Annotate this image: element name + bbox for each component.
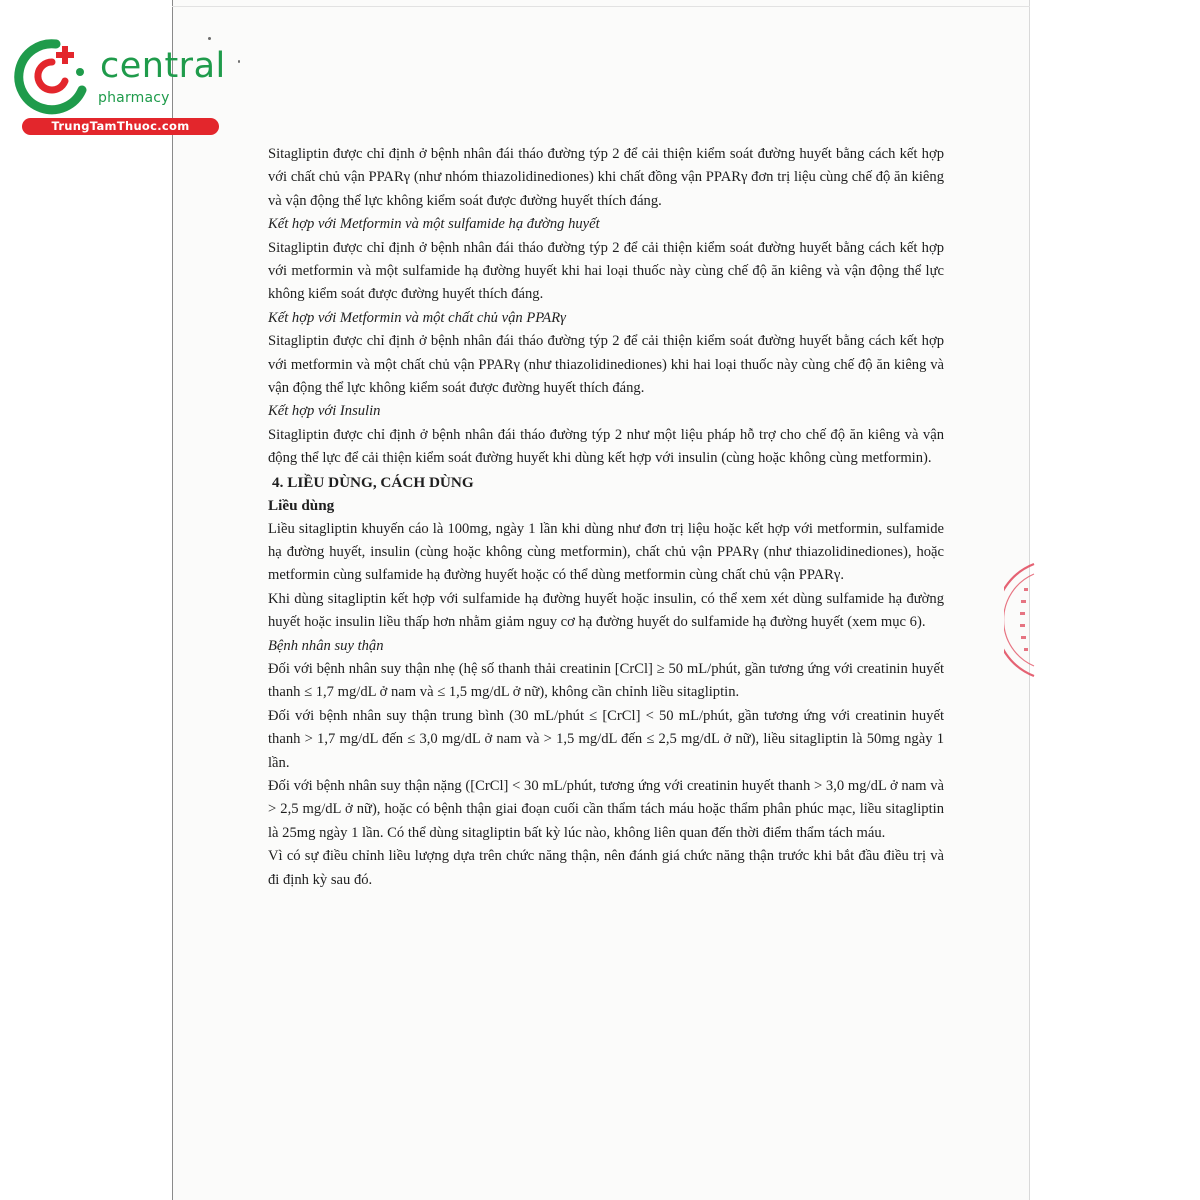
document-body (268, 143, 944, 892)
logo-website: TrungTamThuoc.com (22, 118, 219, 135)
paragraph: Sitagliptin được chỉ định ở bệnh nhân đái tháo đường týp 2 để cải thiện kiểm soát đường huyết bằng cách kết hợp với metformin và một chất chủ vận PPARγ (như thiazolidinediones) khi hai loại thuốc này cùng chế độ ăn kiêng và vận động thể lực không kiểm soát được đường huyết thích đáng. (268, 333, 944, 397)
subsection-title: Kết hợp với Insulin (268, 403, 381, 420)
paragraph: Đối với bệnh nhân suy thận nhẹ (hệ số thanh thải creatinin [CrCl] ≥ 50 mL/phút, gần tương ứng với creatinin huyết thanh ≤ 1,7 mg/dL ở nam và ≤ 1,5 mg/dL ở nữ), không cần chỉnh liều sitagliptin. (268, 660, 944, 701)
logo-subtitle: pharmacy (98, 90, 170, 106)
paragraph: Khi dùng sitagliptin kết hợp với sulfamide hạ đường huyết hoặc insulin, có thể xem xét dùng sulfamide hạ đường huyết hoặc insulin liều thấp hơn nhằm giảm nguy cơ hạ đường huyết do sulfamide hạ đường huyết (xem mục 6). (268, 590, 944, 631)
paragraph: Sitagliptin được chỉ định ở bệnh nhân đái tháo đường týp 2 như một liệu pháp hỗ trợ cho chế độ ăn kiêng và vận động thể lực để cải thiện kiểm soát đường huyết khi dùng kết hợp với insulin (cùng hoặc không cùng metformin). (268, 426, 944, 467)
scan-speck (238, 60, 240, 63)
paragraph: Đối với bệnh nhân suy thận nặng ([CrCl] < 30 mL/phút, tương ứng với creatinin huyết thanh > 3,0 mg/dL ở nam và > 2,5 mg/dL ở nữ), hoặc có bệnh thận giai đoạn cuối cần thẩm tách máu hoặc thẩm phân phúc mạc, liều sitagliptin là 25mg ngày 1 lần. Có thể dùng sitagliptin bất kỳ lúc nào, không liên quan đến thời điểm thẩm tách máu. (268, 777, 944, 841)
subsection-title: Bệnh nhân suy thận (268, 637, 384, 654)
paragraph: Vì có sự điều chỉnh liều lượng dựa trên chức năng thận, nên đánh giá chức năng thận trước khi bắt đầu điều trị và đi định kỳ sau đó. (268, 848, 944, 888)
subsection-title: Kết hợp với Metformin và một sulfamide hạ đường huyết (268, 216, 600, 233)
scan-speck (208, 37, 211, 40)
logo-brand-name: central (100, 46, 226, 86)
logo-mark-icon (10, 38, 100, 118)
subheading: Liều dùng (268, 497, 335, 515)
page-top-edge (172, 6, 1030, 7)
section-heading: 4. LIỀU DÙNG, CÁCH DÙNG (272, 473, 474, 491)
paragraph: Sitagliptin được chỉ định ở bệnh nhân đái tháo đường týp 2 để cải thiện kiểm soát đường huyết bằng cách kết hợp với chất chủ vận PPARγ (như nhóm thiazolidinediones) khi chất đồng vận PPARγ đơn trị liệu cùng chế độ ăn kiêng và vận động thể lực không kiểm soát được đường huyết thích đáng. (268, 146, 944, 209)
paragraph: Sitagliptin được chỉ định ở bệnh nhân đái tháo đường týp 2 để cải thiện kiểm soát đường huyết bằng cách kết hợp với metformin và một sulfamide hạ đường huyết khi hai loại thuốc này cùng chế độ ăn kiêng và vận động thể lực không kiểm soát được đường huyết thích đáng. (268, 239, 944, 303)
paragraph: Đối với bệnh nhân suy thận trung bình (30 mL/phút ≤ [CrCl] < 50 mL/phút, gần tương ứng với creatinin huyết thanh > 1,7 mg/dL đến ≤ 3,0 mg/dL ở nam và > 1,5 mg/dL đến ≤ 2,5 mg/dL ở nữ), liều sitagliptin là 50mg ngày 1 lần. (268, 707, 944, 771)
central-pharmacy-logo (10, 38, 226, 136)
red-stamp-icon (1004, 560, 1036, 680)
paragraph: Liều sitagliptin khuyến cáo là 100mg, ngày 1 lần khi dùng như đơn trị liệu hoặc kết hợp với metformin, sulfamide hạ đường huyết, insulin (cùng hoặc không cùng metformin), chất chủ vận PPARγ (như thiazolidinediones), hoặc metformin cùng sulfamide hạ đường huyết hoặc có thể dùng metformin cùng chất chủ vận PPARγ. (268, 520, 944, 584)
subsection-title: Kết hợp với Metformin và một chất chủ vận PPARγ (268, 309, 566, 326)
